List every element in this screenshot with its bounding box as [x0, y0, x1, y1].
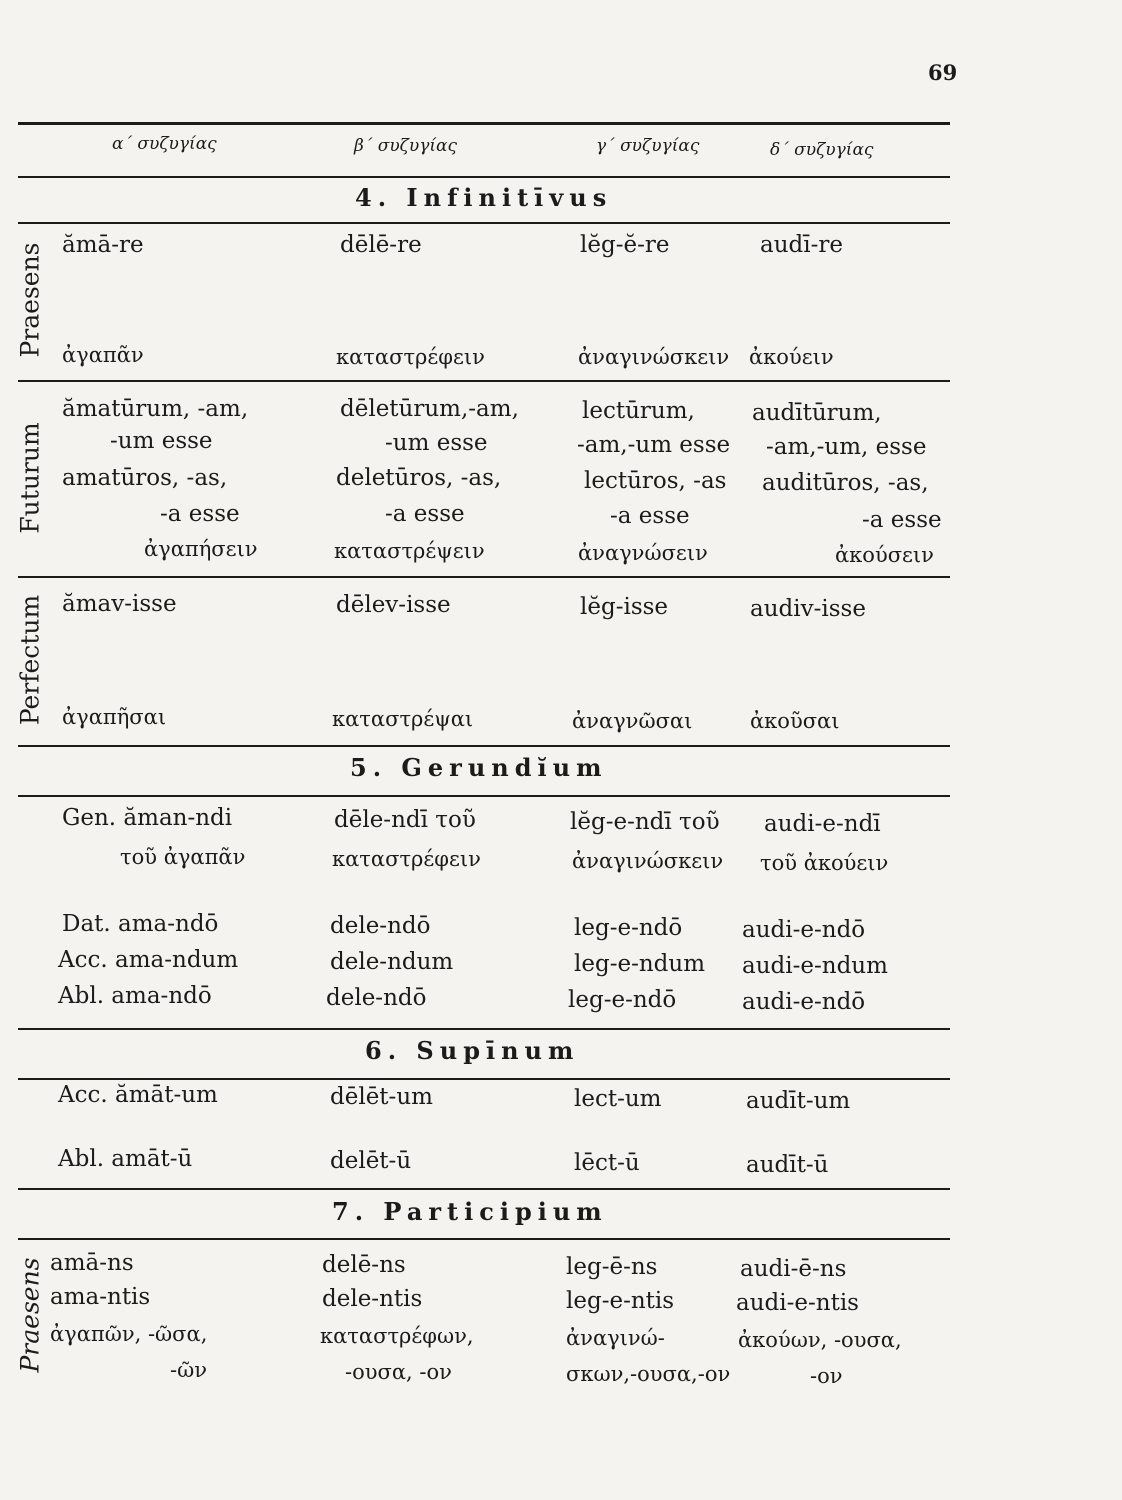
gerund-acc-3: leg-e-ndum [574, 951, 706, 977]
gerund-acc-4: audi-e-ndum [742, 953, 888, 979]
infinitive-present-greek-1: ἀγαπᾶν [62, 343, 144, 367]
infinitive-future-greek-2: καταστρέψειν [334, 539, 485, 563]
infinitive-future-line1-2: dēletūrum,-am, [340, 396, 519, 422]
infinitive-perfect-greek-4: ἀκοῦσαι [750, 709, 840, 733]
supine-acc-2: dēlēt-um [330, 1084, 433, 1110]
infinitive-perfect-greek-2: καταστρέψαι [332, 707, 474, 731]
infinitive-perfect-latin-4: audiv-isse [750, 596, 866, 622]
participle-line1-3: leg-ē-ns [566, 1254, 658, 1280]
gerund-acc-1: Acc. ama-ndum [58, 947, 239, 973]
header-col1: α΄ συζυγίας [112, 134, 217, 154]
infinitive-present-latin-4: audī-re [760, 232, 843, 258]
gerund-dat-1: Dat. ama-ndō [62, 911, 219, 937]
gerund-gen-latin-4: audi-e-ndī [764, 811, 881, 837]
participle-line1-4: audi-ē-ns [740, 1256, 847, 1282]
participle-line3-2: καταστρέφων, [320, 1324, 474, 1348]
supine-acc-4: audīt-um [746, 1088, 851, 1114]
infinitive-future-line1-1: ămatūrum, -am, [62, 396, 249, 422]
section-rule [18, 795, 950, 797]
infinitive-future-line3-4: auditūros, -as, [762, 470, 929, 496]
section-title-gerundium: 5. Gerundĭum [350, 753, 608, 782]
top-rule [18, 122, 950, 125]
infinitive-present-greek-2: καταστρέφειν [336, 345, 485, 369]
infinitive-future-greek-4: ἀκούσειν [835, 543, 934, 567]
supine-acc-1: Acc. ămāt-um [58, 1082, 218, 1108]
participle-line3-3: ἀναγινώ- [566, 1326, 665, 1350]
infinitive-present-greek-3: ἀναγινώσκειν [578, 345, 730, 369]
row-rule [18, 576, 950, 578]
section-rule [18, 1238, 950, 1240]
gerund-gen-greek-4: τοῦ ἀκούειν [760, 851, 889, 875]
participle-line4-4: -ον [810, 1364, 843, 1388]
gerund-abl-1: Abl. ama-ndō [58, 983, 212, 1009]
section-title-participium: 7. Participium [332, 1197, 608, 1226]
gerund-abl-3: leg-e-ndō [568, 987, 677, 1013]
gerund-gen-latin-3: lĕg-e-ndī τοῦ [570, 809, 720, 835]
infinitive-future-line3-1: amatūros, -as, [62, 465, 228, 491]
infinitive-future-greek-1: ἀγαπήσειν [144, 537, 258, 561]
infinitive-future-line1-4: audītūrum, [752, 400, 882, 426]
section-title-supinum: 6. Supīnum [365, 1036, 580, 1065]
infinitive-future-line4-4: -a esse [862, 507, 942, 533]
participle-line2-2: dele-ntis [322, 1286, 423, 1312]
gerund-gen-greek-1: τοῦ ἀγαπᾶν [120, 845, 246, 869]
participle-line1-2: delē-ns [322, 1252, 406, 1278]
infinitive-future-line4-2: -a esse [385, 501, 465, 527]
header-rule [18, 176, 950, 178]
supine-abl-4: audīt-ū [746, 1152, 829, 1178]
infinitive-future-line4-3: -a esse [610, 503, 690, 529]
participle-line1-1: amā-ns [50, 1250, 134, 1276]
infinitive-perfect-latin-1: ămav-isse [62, 591, 177, 617]
participle-line4-2: -ουσα, -ον [345, 1360, 452, 1384]
participle-line2-1: ama-ntis [50, 1284, 151, 1310]
section-rule [18, 1078, 950, 1080]
infinitive-future-line2-3: -am,-um esse [577, 432, 731, 458]
participle-line3-4: ἀκούων, -ουσα, [738, 1328, 902, 1352]
section-rule [18, 1028, 950, 1030]
side-label-futurum: Futurum [15, 422, 45, 534]
supine-abl-2: delēt-ū [330, 1148, 412, 1174]
supine-abl-1: Abl. amāt-ū [58, 1146, 193, 1172]
infinitive-future-greek-3: ἀναγνώσειν [578, 541, 708, 565]
side-label-praesens: Praesens [15, 242, 45, 358]
section-title-infinitivus: 4. Infinitīvus [355, 183, 613, 212]
supine-acc-3: lect-um [574, 1086, 662, 1112]
header-col3: γ΄ συζυγίας [596, 136, 700, 156]
side-label-perfectum: Perfectum [15, 594, 45, 726]
gerund-gen-latin-1: Gen. ăman-ndi [62, 805, 233, 831]
infinitive-present-latin-3: lĕg-ĕ-re [580, 232, 670, 258]
header-col4: δ΄ συζυγίας [770, 140, 874, 160]
infinitive-perfect-latin-3: lĕg-isse [580, 594, 669, 620]
gerund-dat-4: audi-e-ndō [742, 917, 866, 943]
header-col2: β΄ συζυγίας [354, 136, 458, 156]
infinitive-perfect-latin-2: dēlev-isse [336, 592, 451, 618]
participle-line3-1: ἀγαπῶν, -ῶσα, [50, 1322, 208, 1346]
participle-line2-3: leg-e-ntis [566, 1288, 675, 1314]
infinitive-future-line1-3: lectūrum, [582, 398, 695, 424]
supine-abl-3: lēct-ū [574, 1150, 640, 1176]
participle-line4-1: -ῶν [170, 1358, 207, 1382]
infinitive-future-line3-3: lectūros, -as [584, 468, 727, 494]
infinitive-future-line4-1: -a esse [160, 501, 240, 527]
infinitive-present-latin-1: ămā-re [62, 232, 144, 258]
infinitive-perfect-greek-1: ἀγαπῆσαι [62, 705, 167, 729]
row-rule [18, 745, 950, 747]
gerund-acc-2: dele-ndum [330, 949, 454, 975]
infinitive-present-greek-4: ἀκούειν [749, 345, 834, 369]
gerund-abl-2: dele-ndō [326, 985, 427, 1011]
gerund-dat-2: dele-ndō [330, 913, 431, 939]
gerund-dat-3: leg-e-ndō [574, 915, 683, 941]
section-rule [18, 1188, 950, 1190]
infinitive-present-latin-2: dēlē-re [340, 232, 422, 258]
gerund-abl-4: audi-e-ndō [742, 989, 866, 1015]
gerund-gen-greek-3: ἀναγινώσκειν [572, 849, 724, 873]
gerund-gen-greek-2: καταστρέφειν [332, 847, 481, 871]
infinitive-future-line2-2: -um esse [385, 430, 488, 456]
page-number: 69 [928, 60, 958, 85]
participle-line4-3: σκων,-ουσα,-ον [566, 1362, 731, 1386]
side-label-praesens-participium: Praesens [15, 1257, 45, 1373]
infinitive-perfect-greek-3: ἀναγνῶσαι [572, 709, 693, 733]
section-rule [18, 222, 950, 224]
infinitive-future-line2-4: -am,-um, esse [766, 434, 927, 460]
infinitive-future-line2-1: -um esse [110, 428, 213, 454]
row-rule [18, 380, 950, 382]
gerund-gen-latin-2: dēle-ndī τοῦ [334, 807, 476, 833]
infinitive-future-line3-2: deletūros, -as, [336, 465, 502, 491]
participle-line2-4: audi-e-ntis [736, 1290, 859, 1316]
